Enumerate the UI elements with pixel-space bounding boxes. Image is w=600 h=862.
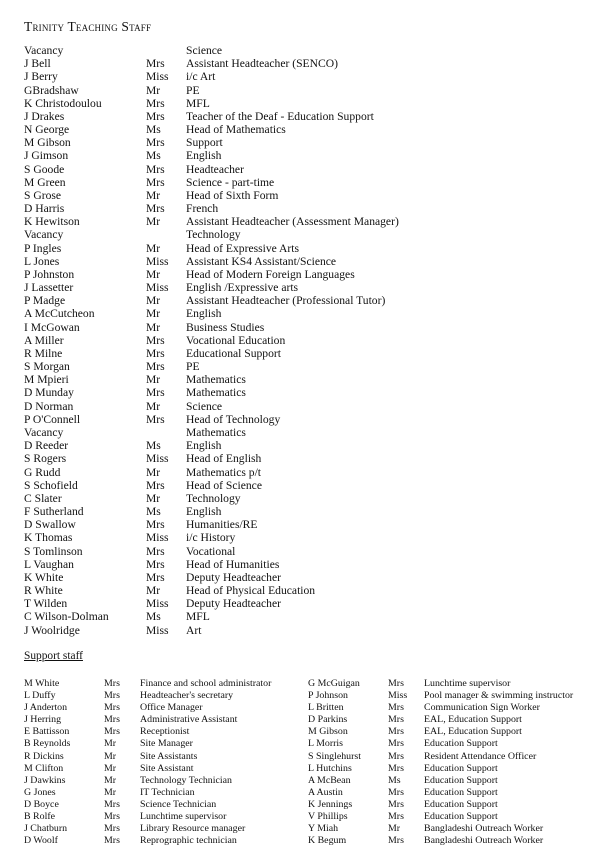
staff-name: J Drakes: [24, 109, 65, 123]
staff-name: L Jones: [24, 254, 60, 268]
teaching-staff-row: [24, 624, 584, 637]
teaching-staff-row: [24, 44, 584, 57]
support-staff-row: [24, 690, 304, 702]
teaching-staff-row: [24, 163, 584, 176]
staff-role: Administrative Assistant: [140, 714, 238, 726]
staff-role: French: [186, 202, 219, 216]
staff-title: Mr: [146, 465, 161, 479]
support-staff-row: [24, 775, 304, 787]
support-staff-row: [308, 702, 598, 714]
staff-title: Mr: [104, 738, 117, 750]
staff-name: Y Miah: [308, 823, 339, 835]
staff-title: Mrs: [146, 175, 165, 189]
staff-role: Support: [186, 136, 223, 150]
staff-title: Mrs: [104, 823, 120, 835]
staff-title: Mr: [146, 267, 161, 281]
staff-name: S Rogers: [24, 452, 67, 466]
staff-role: Headteacher's secretary: [140, 690, 234, 702]
staff-name: C Slater: [24, 491, 62, 505]
staff-name: Vacancy: [24, 228, 64, 242]
staff-title: Mrs: [104, 714, 120, 726]
staff-name: D Swallow: [24, 518, 76, 532]
staff-title: Mrs: [388, 786, 404, 798]
staff-title: Mrs: [388, 762, 404, 774]
staff-title: [146, 44, 186, 57]
staff-role: Mathematics: [186, 373, 246, 387]
staff-title: Mr: [146, 373, 161, 387]
teaching-staff-row: [24, 307, 584, 320]
teaching-staff-row: [24, 110, 584, 123]
staff-role: Head of Expressive Arts: [186, 241, 300, 255]
staff-title: Mr: [146, 83, 161, 97]
staff-role: Head of Physical Education: [186, 584, 316, 598]
staff-name: S Goode: [24, 162, 65, 176]
teaching-staff-row: [24, 149, 584, 162]
teaching-staff-row: [24, 215, 584, 228]
teaching-staff-row: [24, 492, 584, 505]
staff-role: Education Support: [424, 762, 498, 774]
staff-title: Miss: [146, 623, 169, 637]
staff-role: IT Technician: [140, 786, 195, 798]
staff-name: B Reynolds: [24, 738, 71, 750]
staff-role: Technology: [186, 491, 241, 505]
teaching-staff-row: [24, 281, 584, 294]
staff-name: F Sutherland: [24, 505, 84, 519]
staff-name: A Austin: [308, 786, 343, 798]
staff-title: Mrs: [388, 702, 404, 714]
staff-role: Site Manager: [140, 738, 193, 750]
staff-name: P Johnson: [308, 690, 348, 702]
staff-role: Site Assistant: [140, 762, 194, 774]
staff-name: S Grose: [24, 188, 62, 202]
staff-title: Ms: [146, 505, 161, 519]
teaching-staff-row: [24, 57, 584, 70]
staff-role: MFL: [186, 610, 210, 624]
staff-name: K Thomas: [24, 531, 73, 545]
staff-role: Pool manager & swimming instructor: [424, 690, 574, 702]
teaching-staff-row: [24, 452, 584, 465]
staff-title: Ms: [146, 610, 161, 624]
staff-title: [146, 426, 186, 439]
staff-title: Mr: [146, 320, 161, 334]
staff-name: A McCutcheon: [24, 307, 95, 321]
staff-role: Education Support: [424, 811, 498, 823]
support-staff-row: [308, 763, 598, 775]
staff-name: I McGowan: [24, 320, 80, 334]
staff-name: K Jennings: [308, 798, 353, 810]
support-staff-list-left: [24, 678, 304, 847]
staff-name: K Begum: [308, 835, 347, 847]
staff-role: Site Assistants: [140, 750, 198, 762]
staff-name: J Woolridge: [24, 623, 80, 637]
teaching-staff-row: [24, 505, 584, 518]
support-staff-row: [24, 678, 304, 690]
staff-name: S Tomlinson: [24, 544, 83, 558]
teaching-staff-row: [24, 426, 584, 439]
support-staff-row: [308, 751, 598, 763]
teaching-staff-row: [24, 136, 584, 149]
staff-role: i/c History: [186, 531, 236, 545]
support-staff-row: [24, 702, 304, 714]
teaching-staff-row: [24, 294, 584, 307]
staff-role: Head of Technology: [186, 412, 281, 426]
teaching-staff-row: [24, 84, 584, 97]
teaching-staff-row: [24, 123, 584, 136]
teaching-staff-row: [24, 400, 584, 413]
staff-title: Mrs: [388, 811, 404, 823]
staff-title: Mrs: [146, 386, 165, 400]
staff-title: Miss: [146, 70, 169, 84]
staff-role: Lunchtime supervisor: [424, 678, 511, 689]
support-staff-heading: Support staff: [24, 650, 83, 662]
staff-name: P Johnston: [24, 267, 75, 281]
support-staff-row: [308, 835, 598, 847]
staff-name: M Gibson: [24, 136, 71, 150]
staff-role: EAL, Education Support: [424, 714, 522, 726]
staff-role: Deputy Headteacher: [186, 570, 281, 584]
support-staff-row: [24, 726, 304, 738]
staff-name: P Madge: [24, 294, 66, 308]
staff-title: Miss: [146, 452, 169, 466]
staff-role: Business Studies: [186, 320, 265, 334]
staff-name: D Boyce: [24, 798, 59, 810]
staff-name: K Christodoulou: [24, 96, 102, 110]
support-staff-row: [24, 799, 304, 811]
staff-title: Mrs: [388, 678, 404, 689]
staff-name: R Dickins: [24, 750, 64, 762]
staff-name: L Morris: [308, 738, 344, 750]
staff-name: B Rolfe: [24, 811, 55, 823]
staff-name: M Green: [24, 175, 66, 189]
teaching-staff-row: [24, 571, 584, 584]
staff-name: S Schofield: [24, 478, 78, 492]
teaching-staff-row: [24, 97, 584, 110]
staff-title: Mr: [104, 786, 117, 798]
support-staff-row: [24, 835, 304, 847]
staff-title: Mr: [104, 762, 117, 774]
teaching-staff-row: [24, 242, 584, 255]
staff-role: English: [186, 149, 222, 163]
staff-role: Technology: [186, 228, 241, 242]
teaching-staff-row: [24, 597, 584, 610]
teaching-staff-row: [24, 479, 584, 492]
staff-title: Mr: [146, 399, 161, 413]
staff-name: Vacancy: [24, 425, 64, 439]
staff-name: S Singlehurst: [308, 750, 361, 762]
support-staff-list-right: [308, 678, 598, 847]
staff-role: Head of Modern Foreign Languages: [186, 267, 355, 281]
staff-title: Ms: [388, 774, 401, 786]
staff-name: D Norman: [24, 399, 74, 413]
teaching-staff-list: [24, 44, 584, 637]
staff-title: Mrs: [388, 750, 404, 762]
staff-name: K Hewitson: [24, 215, 80, 229]
staff-name: C Wilson-Dolman: [24, 610, 109, 624]
staff-name: D Parkins: [308, 714, 348, 726]
teaching-staff-row: [24, 584, 584, 597]
staff-name: L Duffy: [24, 690, 56, 702]
staff-title: Miss: [146, 597, 169, 611]
page-title: Trinity Teaching Staff: [24, 19, 152, 34]
staff-role: Bangladeshi Outreach Worker: [424, 823, 544, 835]
support-staff-row: [308, 823, 598, 835]
staff-role: English: [186, 439, 222, 453]
staff-role: EAL, Education Support: [424, 726, 522, 738]
staff-name: J Bell: [24, 57, 51, 71]
teaching-staff-row: [24, 439, 584, 452]
staff-role: Mathematics: [186, 425, 246, 439]
staff-title: Mrs: [388, 835, 404, 847]
staff-name: Vacancy: [24, 44, 64, 57]
staff-title: Mrs: [104, 678, 120, 689]
teaching-staff-row: [24, 228, 584, 241]
staff-title: Mrs: [146, 109, 165, 123]
support-staff-row: [308, 678, 598, 690]
staff-title: Mrs: [146, 96, 165, 110]
staff-role: Assistant Headteacher (Assessment Manager): [186, 215, 399, 229]
staff-title: Mr: [104, 750, 117, 762]
staff-role: Education Support: [424, 738, 498, 750]
staff-title: Mrs: [388, 714, 404, 726]
staff-title: Mr: [146, 241, 161, 255]
staff-role: Communication Sign Worker: [424, 702, 540, 714]
staff-name: D Munday: [24, 386, 74, 400]
staff-title: [146, 228, 186, 241]
staff-title: Mrs: [146, 57, 165, 71]
staff-name: R White: [24, 584, 63, 598]
staff-role: Head of Humanities: [186, 557, 280, 571]
staff-role: Vocational: [186, 544, 236, 558]
teaching-staff-row: [24, 466, 584, 479]
support-staff-row: [308, 787, 598, 799]
staff-role: PE: [186, 360, 200, 374]
staff-title: Mr: [146, 491, 161, 505]
staff-title: Mrs: [388, 726, 404, 738]
staff-name: J Lassetter: [24, 281, 74, 295]
staff-name: J Berry: [24, 70, 58, 84]
staff-name: M Mpieri: [24, 373, 69, 387]
staff-name: L Hutchins: [308, 762, 352, 774]
staff-role: English /Expressive arts: [186, 281, 299, 295]
staff-title: Mr: [146, 215, 161, 229]
staff-name: G McGuigan: [308, 678, 360, 689]
staff-role: Science - part-time: [186, 175, 275, 189]
staff-title: Mrs: [146, 478, 165, 492]
teaching-staff-row: [24, 268, 584, 281]
staff-title: Mrs: [104, 702, 120, 714]
staff-role: Education Support: [424, 774, 498, 786]
staff-name: K White: [24, 570, 64, 584]
staff-title: Mr: [146, 584, 161, 598]
staff-role: Humanities/RE: [186, 518, 258, 532]
teaching-staff-row: [24, 321, 584, 334]
staff-title: Mrs: [104, 835, 120, 847]
teaching-staff-row: [24, 347, 584, 360]
staff-title: Miss: [388, 690, 408, 702]
staff-role: Library Resource manager: [140, 823, 246, 835]
staff-name: M Gibson: [308, 726, 348, 738]
staff-title: Mrs: [388, 738, 404, 750]
staff-role: Head of Mathematics: [186, 123, 286, 137]
staff-title: Mrs: [388, 798, 404, 810]
staff-role: Assistant Headteacher (SENCO): [186, 57, 338, 71]
staff-role: Art: [186, 623, 202, 637]
staff-name: G Jones: [24, 786, 56, 798]
support-staff-row: [24, 751, 304, 763]
staff-name: L Vaughan: [24, 557, 74, 571]
staff-title: Miss: [146, 531, 169, 545]
teaching-staff-row: [24, 373, 584, 386]
staff-title: Mrs: [146, 557, 165, 571]
staff-title: Ms: [146, 123, 161, 137]
support-staff-row: [24, 823, 304, 835]
staff-name: D Harris: [24, 202, 65, 216]
staff-role: Office Manager: [140, 702, 203, 714]
staff-role: Deputy Headteacher: [186, 597, 281, 611]
staff-name: L Britten: [308, 702, 344, 714]
staff-title: Mr: [388, 823, 401, 835]
support-staff-row: [308, 811, 598, 823]
staff-name: V Phillips: [308, 811, 348, 823]
staff-title: Mrs: [146, 136, 165, 150]
teaching-staff-row: [24, 558, 584, 571]
staff-role: Receptionist: [140, 726, 190, 738]
staff-role: Education Support: [424, 798, 498, 810]
staff-title: Mrs: [146, 360, 165, 374]
staff-title: Ms: [146, 149, 161, 163]
staff-role: i/c Art: [186, 70, 216, 84]
staff-role: Educational Support: [186, 346, 281, 360]
support-staff-row: [24, 738, 304, 750]
teaching-staff-row: [24, 189, 584, 202]
staff-role: Mathematics: [186, 386, 246, 400]
staff-name: G Rudd: [24, 465, 61, 479]
support-staff-row: [308, 799, 598, 811]
support-staff-row: [24, 811, 304, 823]
teaching-staff-row: [24, 70, 584, 83]
staff-title: Mrs: [146, 570, 165, 584]
teaching-staff-row: [24, 360, 584, 373]
teaching-staff-row: [24, 386, 584, 399]
staff-role: Assistant Headteacher (Professional Tutor): [186, 294, 386, 308]
support-staff-row: [308, 726, 598, 738]
teaching-staff-row: [24, 610, 584, 623]
support-staff-row: [24, 787, 304, 799]
staff-name: D Woolf: [24, 835, 58, 847]
staff-title: Mrs: [104, 690, 120, 702]
staff-name: J Chatburn: [24, 823, 68, 835]
staff-title: Mr: [146, 307, 161, 321]
teaching-staff-row: [24, 413, 584, 426]
staff-name: A McBean: [308, 774, 351, 786]
staff-role: Head of Science: [186, 478, 262, 492]
support-staff-row: [308, 775, 598, 787]
staff-title: Miss: [146, 281, 169, 295]
teaching-staff-row: [24, 518, 584, 531]
staff-title: Mrs: [146, 346, 165, 360]
staff-role: MFL: [186, 96, 210, 110]
staff-title: Mr: [104, 774, 117, 786]
staff-title: Mr: [146, 294, 161, 308]
staff-role: Bangladeshi Outreach Worker: [424, 835, 544, 847]
support-staff-row: [24, 714, 304, 726]
teaching-staff-row: [24, 334, 584, 347]
staff-role: English: [186, 307, 222, 321]
staff-name: S Morgan: [24, 360, 70, 374]
staff-role: Reprographic technician: [140, 835, 237, 847]
staff-role: Resident Attendance Officer: [424, 750, 537, 762]
staff-title: Mrs: [146, 544, 165, 558]
staff-role: Finance and school administrator: [140, 678, 272, 689]
staff-role: Mathematics p/t: [186, 465, 262, 479]
staff-name: D Reeder: [24, 439, 69, 453]
staff-role: PE: [186, 83, 200, 97]
staff-title: Mrs: [104, 798, 120, 810]
teaching-staff-row: [24, 176, 584, 189]
staff-name: R Milne: [24, 346, 63, 360]
support-staff-row: [24, 763, 304, 775]
teaching-staff-row: [24, 545, 584, 558]
staff-title: Mrs: [146, 333, 165, 347]
staff-title: Mrs: [104, 726, 120, 738]
staff-role: Science: [186, 44, 223, 57]
staff-title: Mrs: [146, 518, 165, 532]
support-staff-row: [308, 690, 598, 702]
staff-name: N George: [24, 123, 70, 137]
staff-role: Education Support: [424, 786, 498, 798]
staff-name: P O'Connell: [24, 412, 81, 426]
staff-name: T Wilden: [24, 597, 68, 611]
staff-name: J Gimson: [24, 149, 69, 163]
staff-role: Assistant KS4 Assistant/Science: [186, 254, 337, 268]
staff-name: A Miller: [24, 333, 64, 347]
staff-name: J Herring: [24, 714, 62, 726]
support-staff-row: [308, 714, 598, 726]
teaching-staff-row: [24, 255, 584, 268]
staff-role: Science Technician: [140, 798, 217, 810]
staff-title: Mr: [146, 188, 161, 202]
staff-role: Teacher of the Deaf - Education Support: [186, 109, 374, 123]
staff-name: J Dawkins: [24, 774, 66, 786]
staff-name: M White: [24, 678, 60, 689]
staff-title: Mrs: [104, 811, 120, 823]
staff-role: Head of English: [186, 452, 262, 466]
staff-name: P Ingles: [24, 241, 62, 255]
staff-title: Mrs: [146, 202, 165, 216]
staff-role: English: [186, 505, 222, 519]
staff-title: Mrs: [146, 412, 165, 426]
staff-name: E Battisson: [24, 726, 70, 738]
teaching-staff-row: [24, 202, 584, 215]
staff-role: Technology Technician: [140, 774, 232, 786]
staff-role: Vocational Education: [186, 333, 286, 347]
staff-name: GBradshaw: [24, 83, 79, 97]
staff-role: Head of Sixth Form: [186, 188, 279, 202]
staff-role: Lunchtime supervisor: [140, 811, 227, 823]
staff-title: Miss: [146, 254, 169, 268]
staff-name: M Clifton: [24, 762, 64, 774]
staff-role: Headteacher: [186, 162, 244, 176]
staff-title: Mrs: [146, 162, 165, 176]
staff-role: Science: [186, 399, 223, 413]
support-staff-row: [308, 738, 598, 750]
staff-title: Ms: [146, 439, 161, 453]
staff-name: J Anderton: [24, 702, 68, 714]
teaching-staff-row: [24, 531, 584, 544]
